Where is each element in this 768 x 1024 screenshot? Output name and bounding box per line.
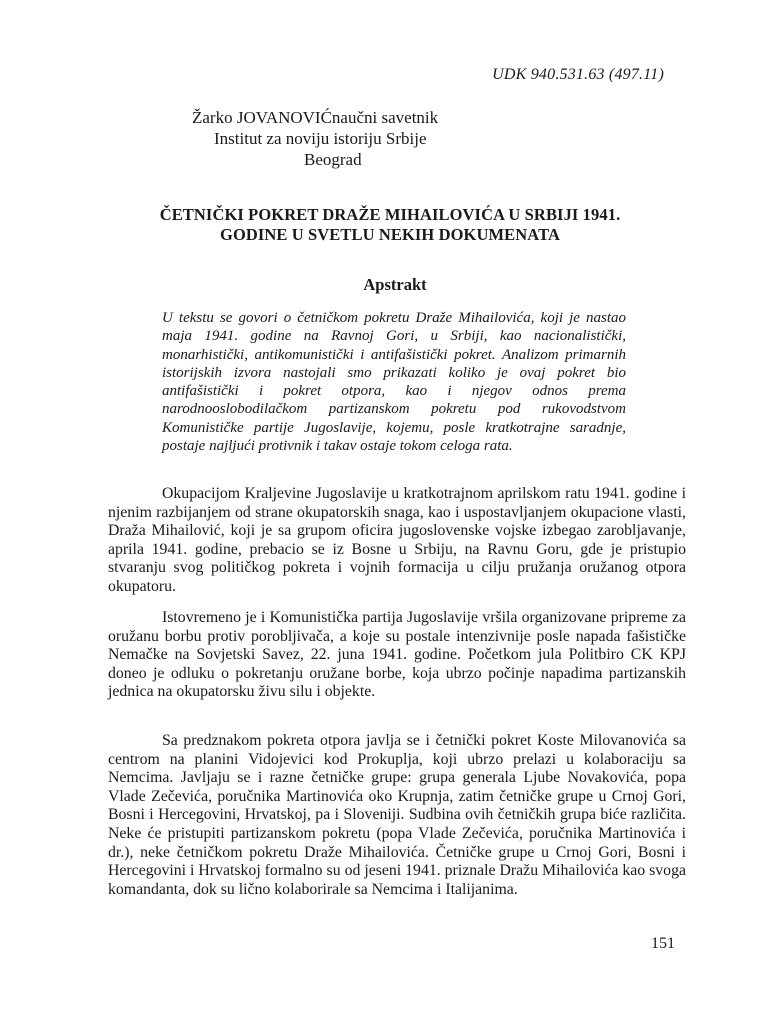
author-block [192,107,552,170]
author-institution: Institut za noviju istoriju Srbije [214,129,427,148]
author-city: Beograd [304,150,362,169]
body-paragraph-2 [108,609,686,702]
body-paragraph-1 [108,485,686,597]
paragraph-text: Okupacijom Kraljevine Jugoslavije u kratkotrajnom aprilskom ratu 1941. godine i njenim razbijanjem od strane okupatorskih snaga, kao i uspostavljanjem okupacione vlasti, Draža Mihailović, koji je sa grupom oficira jugoslovenske vojske izbegao zarobljavanje, aprila 1941. godine, prebacio se iz Bosne u Srbiju, na Ravnu Goru, gde je pristupio stvaranju svog političkog pokreta i vojnih formacija u cilju pružanja oružanog otpora okupatoru. [108,485,686,595]
title-line-1: ČETNIČKI POKRET DRAŽE MIHAILOVIĆA U SRBIJI 1941. [159,205,621,224]
article-title [100,205,680,245]
page-number: 151 [651,935,675,952]
abstract-text: U tekstu se govori o četničkom pokretu Draže Mihailovića, koji je nastao maja 1941. godine na Ravnoj Gori, u Srbiji, kao nacionalistički, monarhistički, antikomunistički i antifašistički pokret. Analizom primarnih istorijskih izvora nastojali smo prikazati koliko je ovaj pokret bio antifašistički i pokret otpora, kao i njegov odnos prema narodnooslobodilačkom partizanskom pokretu pod rukovodstvom Komunističke partije Jugoslavije, kojemu, posle kratkotrajne saradnje, postaje najljući protivnik i takav ostaje tokom celoga rata. [162,310,626,455]
author-name: Žarko JOVANOVIĆnaučni savetnik [192,108,439,127]
abstract-heading: Apstrakt [363,275,427,294]
title-line-2: GODINE U SVETLU NEKIH DOKUMENATA [220,225,560,244]
paragraph-text: Sa predznakom pokreta otpora javlja se i četnički pokret Koste Milovanovića sa centrom na planini Vidojevici kod Prokuplja, koji ubrzo prelazi u kolaboraciju sa Nemcima. Javljaju se i razne četničke grupe: grupa generala Ljube Novakovića, popa Vlade Zečevića, poručnika Martinovića oko Krupnja, zatim četničke grupe u Crnoj Gori, Bosni i Hercegovini, Hrvatskoj, pa i Sloveniji. Sudbina ovih četničkih grupa biće različita. Neke će pristupiti partizanskom pokretu (popa Vlade Zečevića, poručnika Martinovića i dr.), neke četničkom pokretu Draže Mihailovića. Četničke grupe u Crnoj Gori, Bosni i Hercegovini i Hrvatskoj formalno su od jeseni 1941. priznale Dražu Mihailovića kao svoga komandanta, dok su lično kolaborirale sa Nemcima i Italijanima. [108,732,686,898]
udk-classification: UDK 940.531.63 (497.11) [492,66,664,83]
body-paragraph-3 [108,732,686,899]
paragraph-text: Istovremeno je i Komunistička partija Jugoslavije vršila organizovane pripreme za oružanu borbu protiv porobljivača, a koje su postale intenzivnije posle napada fašističke Nemačke na Sovjetski Savez, 22. juna 1941. godine. Početkom jula Politbiro CK KPJ doneo je odluku o pokretanju oružane borbe, koja ubrzo počinje napadima partizanskih jednica na okupatorsku živu silu i objekte. [108,609,686,701]
